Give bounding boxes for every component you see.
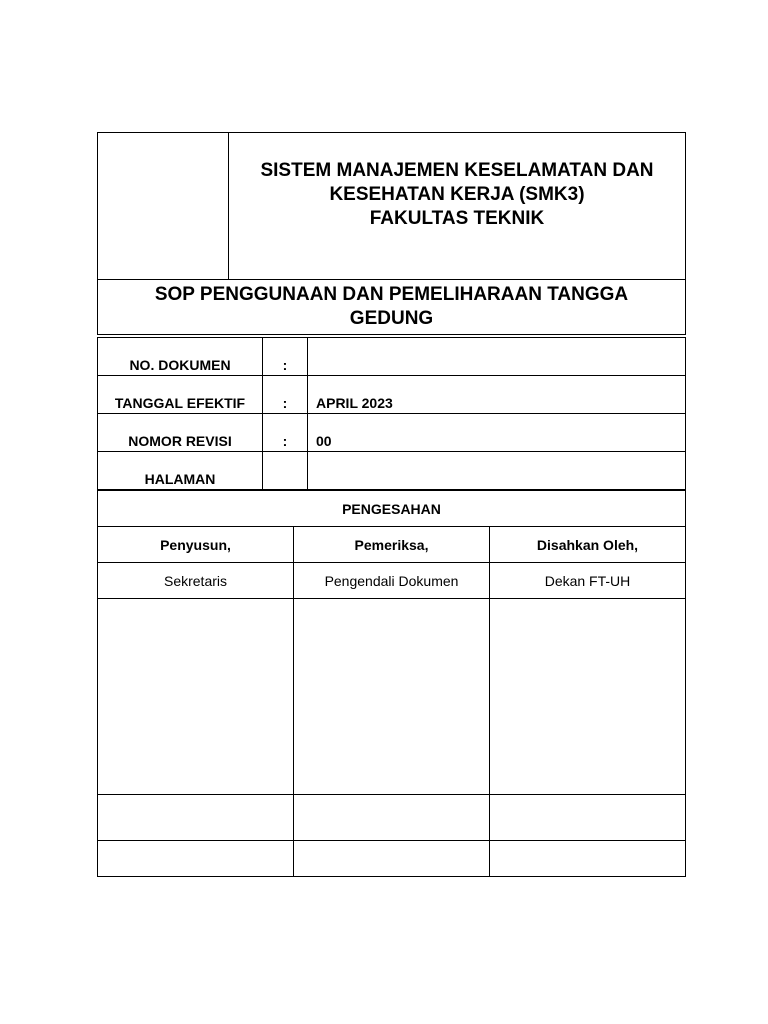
- info-label: NOMOR REVISI: [98, 414, 263, 452]
- info-colon: :: [263, 376, 308, 414]
- approval-heading: PENGESAHAN: [98, 491, 686, 527]
- name-row: [98, 795, 686, 841]
- info-colon: :: [263, 414, 308, 452]
- position-dekan: Dekan FT-UH: [490, 563, 686, 599]
- approval-roles-row: [98, 527, 686, 563]
- header-title-line2: KESEHATAN KERJA (SMK3): [329, 184, 585, 205]
- header-title-line1: SISTEM MANAJEMEN KESELAMATAN DAN: [260, 160, 654, 181]
- name-cell: [98, 795, 294, 841]
- document-header: [97, 132, 686, 280]
- info-label: TANGGAL EFEKTIF: [98, 376, 263, 414]
- position-sekretaris: Sekretaris: [98, 563, 294, 599]
- signature-cell: [98, 599, 294, 795]
- sop-title: SOP PENGGUNAAN DAN PEMELIHARAAN TANGGA GEDUNG: [98, 280, 686, 335]
- name-cell: [490, 795, 686, 841]
- info-colon: :: [263, 338, 308, 376]
- approval-table: [97, 490, 686, 877]
- document-info-table: [97, 337, 686, 490]
- sop-document: [97, 132, 686, 877]
- position-pengendali: Pengendali Dokumen: [294, 563, 490, 599]
- signature-cell: [294, 599, 490, 795]
- info-value: APRIL 2023: [308, 376, 686, 414]
- sop-title-box: [97, 280, 686, 335]
- role-penyusun: Penyusun,: [98, 527, 294, 563]
- logo-placeholder: [98, 133, 229, 280]
- info-label: HALAMAN: [98, 452, 263, 490]
- signature-row: [98, 599, 686, 795]
- id-number-cell: [294, 841, 490, 877]
- info-row-nomor-revisi: [98, 414, 686, 452]
- info-label: NO. DOKUMEN: [98, 338, 263, 376]
- info-value: [308, 452, 686, 490]
- role-pemeriksa: Pemeriksa,: [294, 527, 490, 563]
- info-row-no-dokumen: [98, 338, 686, 376]
- approval-positions-row: [98, 563, 686, 599]
- id-number-cell: [98, 841, 294, 877]
- id-number-cell: [490, 841, 686, 877]
- id-number-row: [98, 841, 686, 877]
- info-value: [308, 338, 686, 376]
- info-colon: [263, 452, 308, 490]
- approval-heading-row: [98, 491, 686, 527]
- info-row-halaman: [98, 452, 686, 490]
- signature-cell: [490, 599, 686, 795]
- name-cell: [294, 795, 490, 841]
- role-disahkan: Disahkan Oleh,: [490, 527, 686, 563]
- header-title: [229, 133, 686, 280]
- header-title-line3: FAKULTAS TEKNIK: [369, 208, 545, 229]
- info-value: 00: [308, 414, 686, 452]
- info-row-tanggal-efektif: [98, 376, 686, 414]
